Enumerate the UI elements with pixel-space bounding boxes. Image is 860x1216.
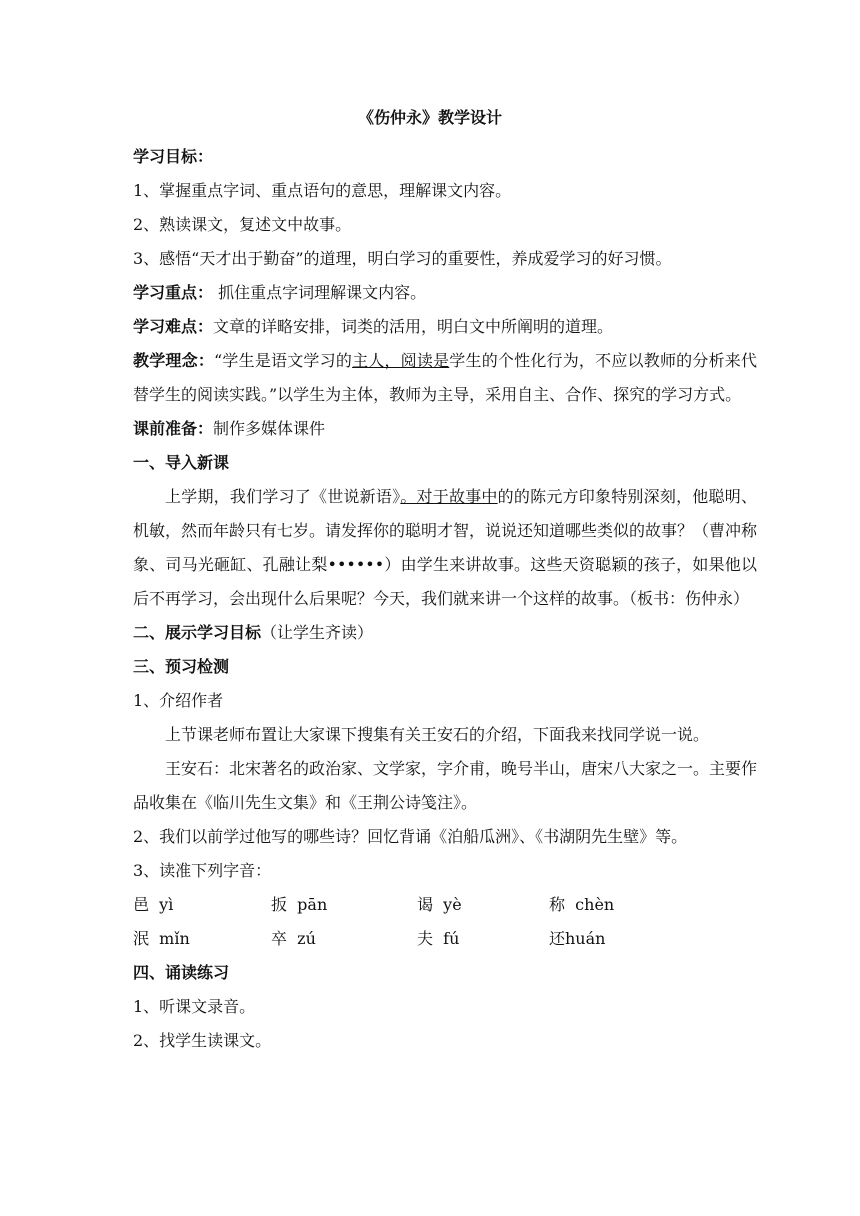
section3-heading: 三、预习检测 — [133, 657, 230, 676]
pinyin-row — [133, 922, 757, 956]
section3-item: 3、读准下列字音： — [133, 861, 272, 880]
section3-item: 1、介绍作者 — [133, 691, 224, 710]
philosophy-text-pre: “学生是语文学习的 — [214, 351, 353, 370]
difficulty-text: 文章的详略安排，词类的活用，明白文中所阐明的道理。 — [213, 317, 614, 336]
pinyin-cell: 还huán — [549, 929, 606, 948]
section2-heading-line — [133, 616, 757, 650]
difficulty-label: 学习难点： — [133, 317, 214, 336]
section3-paragraph: 王安石：北宋著名的政治家、文学家，字介甫，晚号半山，唐宋八大家之一。主要作品收集在《临川先生文集》和《王荆公诗笺注》。 — [133, 759, 758, 812]
section1-text-pre: 上学期，我们学习了《世说新语》 — [165, 487, 401, 506]
section4-item: 1、听课文录音。 — [133, 997, 256, 1016]
document-body — [133, 140, 757, 1058]
pinyin-cell: 泯 mǐn — [133, 929, 190, 948]
philosophy-text-underlined: 主人，阅读是 — [352, 351, 450, 370]
section4-item: 2、找学生读课文。 — [133, 1031, 272, 1050]
goal-item: 1、掌握重点字词、重点语句的意思，理解课文内容。 — [133, 181, 512, 200]
pinyin-cell: 谒 yè — [417, 895, 462, 914]
goal-item: 2、熟读课文，复述文中故事。 — [133, 215, 352, 234]
pinyin-cell: 卒 zú — [271, 929, 316, 948]
focus-text: 抓住重点字词理解课文内容。 — [213, 283, 427, 302]
document-title: 《伤仲永》教学设计 — [357, 108, 502, 127]
pinyin-row — [133, 888, 757, 922]
goals-heading: 学习目标： — [133, 147, 214, 166]
pinyin-cell: 称 chèn — [549, 895, 615, 914]
section1-heading: 一、导入新课 — [133, 453, 230, 472]
prep-label: 课前准备： — [133, 419, 214, 438]
prep-line — [133, 412, 757, 446]
section4-heading: 四、诵读练习 — [133, 963, 230, 982]
section2-note: （让学生齐读） — [261, 623, 374, 642]
philosophy-paragraph — [133, 344, 757, 412]
focus-label: 学习重点： — [133, 283, 214, 302]
pinyin-cell: 夫 fú — [417, 929, 460, 948]
difficulty-line — [133, 310, 757, 344]
section1-paragraph — [133, 480, 757, 616]
section1-text-post: 的的陈元方印象特别深刻，他聪明、机敏，然而年龄只有七岁。请发挥你的聪明才智，说说还知道哪些类似的故事？（曹冲称象、司马光砸缸、孔融让梨••••••）由学生来讲故事。这些天资聪颖的孩子，如果他以后不再学习，会出现什么后果呢？今天，我们就来讲一个这样的故事。（板书：伤仲永） — [133, 487, 758, 608]
section3-paragraph: 上节课老师布置让大家课下搜集有关王安石的介绍，下面我来找同学说一说。 — [165, 725, 710, 744]
section3-item: 2、我们以前学过他写的哪些诗？回忆背诵《泊船瓜洲》、《书湖阴先生壁》等。 — [133, 827, 688, 846]
pinyin-cell: 邑 yì — [133, 895, 174, 914]
focus-line — [133, 276, 757, 310]
prep-text: 制作多媒体课件 — [213, 419, 326, 438]
section1-text-underlined: 。对于故事中 — [400, 487, 498, 506]
pinyin-cell: 扳 pān — [271, 895, 328, 914]
goal-item: 3、感悟“天才出于勤奋”的道理，明白学习的重要性，养成爱学习的好习惯。 — [133, 249, 672, 268]
philosophy-label: 教学理念： — [133, 351, 215, 370]
section2-heading: 二、展示学习目标 — [133, 623, 262, 642]
philosophy-text-post: 学生的个性化行为，不应以教师的分析来代替学生的阅读实践。”以学生为主体，教师为主导，采用自主、合作、探究的学习方式。 — [133, 351, 757, 404]
